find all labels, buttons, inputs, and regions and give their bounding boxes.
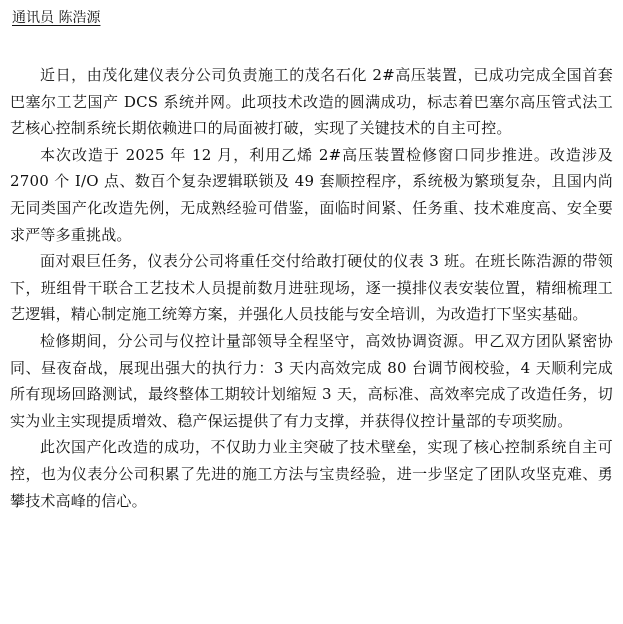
paragraph-preparation: 面对艰巨任务，仪表分公司将重任交付给敢打硬仗的仪表 3 班。在班长陈浩源的带领下，班组骨干联合工艺技术人员提前数月进驻现场，逐一摸排仪表安装位置，精细梳理工艺逻辑，精心制定施工统筹方案，并强化人员技能与安全培训，为改造打下坚实基础。: [10, 252, 613, 324]
paragraph-background: 本次改造于 2025 年 12 月，利用乙烯 2#高压装置检修窗口同步推进。改造涉及 2700 个 I/O 点、数百个复杂逻辑联锁及 49 套顺控程序，系统极为繁琐复杂，且国内尚无同类国产化改造先例，无成熟经验可借鉴，面临时间紧、任务重、技术难度高、安全要求严等多重挑战。: [10, 145, 613, 244]
article-body: [10, 62, 613, 514]
paragraph-conclusion: 此次国产化改造的成功，不仅助力业主突破了技术壁垒，实现了核心控制系统自主可控，也为仪表分公司积累了先进的施工方法与宝贵经验，进一步坚定了团队攻坚克难、勇攀技术高峰的信心。: [10, 438, 613, 510]
paragraph-intro: 近日，由茂化建仪表分公司负责施工的茂名石化 2#高压装置，已成功完成全国首套巴塞尔工艺国产 DCS 系统并网。此项技术改造的圆满成功，标志着巴塞尔高压管式法工艺核心控制系统长期依赖进口的局面被打破，实现了关键技术的自主可控。: [10, 66, 613, 138]
author-byline: 通讯员 陈浩源: [12, 10, 101, 26]
paragraph-execution: 检修期间，分公司与仪控计量部领导全程坚守，高效协调资源。甲乙双方团队紧密协同、昼夜奋战，展现出强大的执行力：3 天内高效完成 80 台调节阀校验，4 天顺利完成所有现场回路测试，最终整体工期较计划缩短 3 天，高标准、高效率完成了改造任务，切实为业主实现提质增效、稳产保运提供了有力支撑，并获得仪控计量部的专项奖励。: [10, 331, 613, 430]
